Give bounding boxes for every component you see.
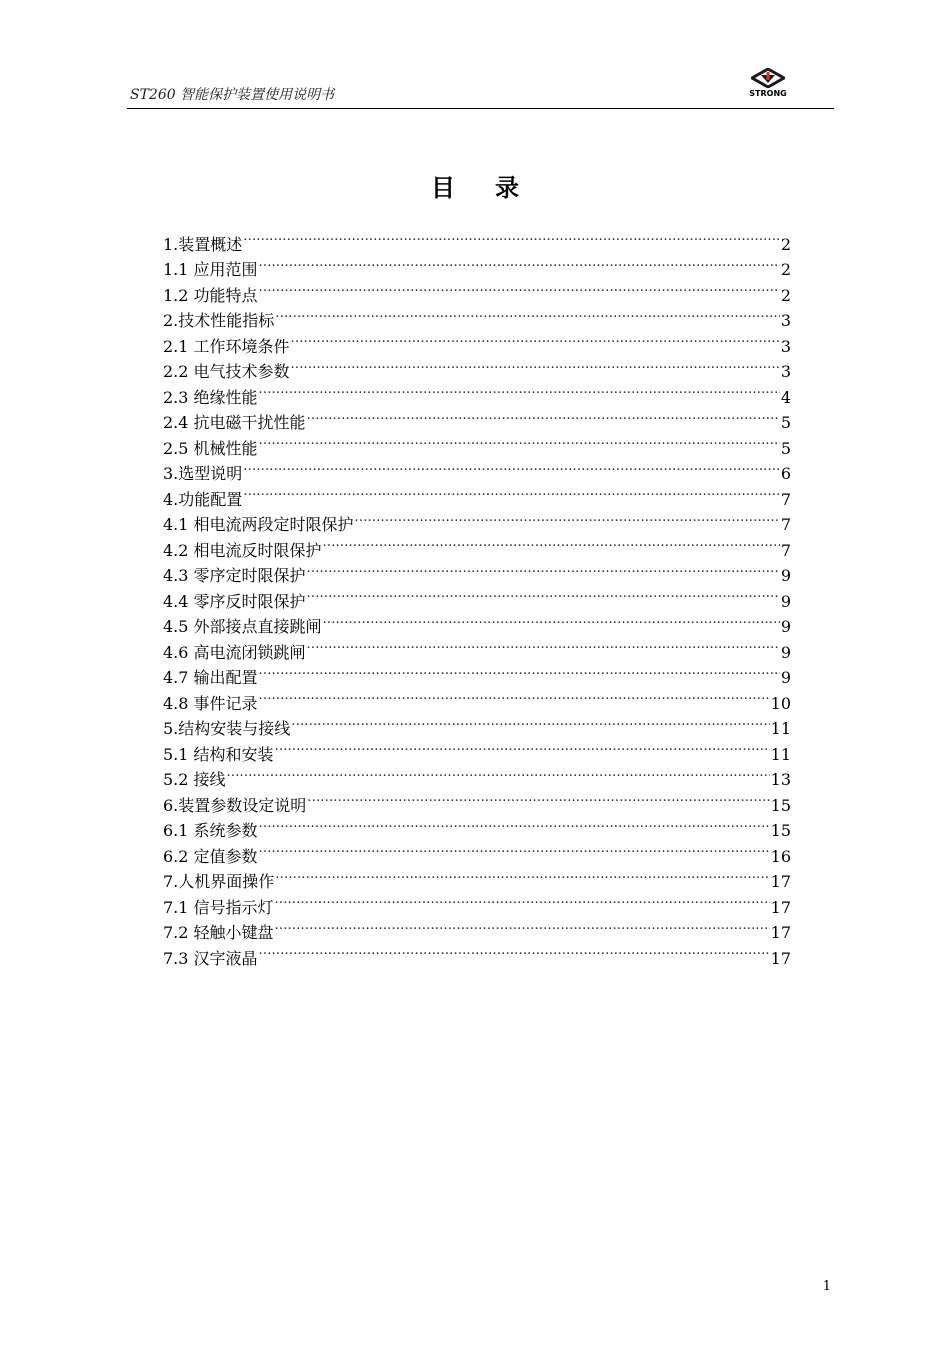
toc-entry[interactable]: [163, 454, 791, 483]
toc-entry-page: 17: [770, 872, 791, 891]
toc-dot-leader: [275, 734, 770, 760]
toc-dot-leader: [275, 913, 770, 939]
toc-entry-label: 3.选型说明: [163, 464, 243, 483]
toc-entry-page: 9: [780, 668, 791, 687]
toc-dot-leader: [259, 811, 770, 837]
toc-dot-leader: [259, 377, 780, 403]
toc-entry-label: 2.1 工作环境条件: [163, 336, 290, 356]
toc-entry-page: 6: [780, 464, 791, 483]
toc-entry-label: 5.1 结构和安装: [163, 744, 274, 764]
toc-entry-page: 16: [770, 846, 791, 866]
toc-dot-leader: [275, 301, 780, 327]
page-number: 1: [822, 1279, 831, 1294]
toc-entry-label: 1.装置概述: [163, 234, 243, 254]
toc-entry[interactable]: [163, 479, 791, 509]
toc-entry-label: 2.5 机械性能: [163, 438, 258, 458]
toc-entry-page: 7: [780, 489, 791, 509]
toc-entry-label: 2.4 抗电磁干扰性能: [163, 413, 306, 432]
toc-entry-page: 4: [780, 387, 791, 407]
toc-entry[interactable]: [163, 785, 791, 815]
toc-entry-label: 7.1 信号指示灯: [163, 897, 274, 917]
toc-dot-leader: [307, 556, 780, 582]
toc-entry-label: 5.结构安装与接线: [163, 719, 291, 738]
toc-entry-label: 5.2 接线: [163, 770, 226, 789]
toc-entry-page: 11: [770, 744, 791, 764]
toc-entry-label: 2.2 电气技术参数: [163, 362, 290, 381]
toc-dot-leader: [243, 479, 780, 505]
toc-entry-label: 4.3 零序定时限保护: [163, 566, 306, 585]
toc-entry-page: 9: [780, 617, 791, 636]
toc-entry[interactable]: [163, 505, 791, 534]
toc-entry-label: 7.3 汉字液晶: [163, 948, 258, 968]
toc-entry-page: 17: [770, 897, 791, 917]
toc-entry-label: 7.人机界面操作: [163, 872, 275, 891]
toc-dot-leader: [291, 352, 780, 378]
toc-dot-leader: [259, 836, 770, 862]
toc-dot-leader: [275, 862, 769, 888]
toc-entry-label: 2.3 绝缘性能: [163, 387, 258, 407]
toc-entry-page: 7: [780, 515, 791, 534]
table-of-contents: [163, 224, 791, 968]
toc-dot-leader: [259, 658, 780, 684]
toc-entry-page: 3: [780, 362, 791, 381]
logo-text: STRONG: [749, 89, 787, 98]
toc-entry-page: 2: [780, 285, 791, 305]
toc-dot-leader: [259, 428, 780, 454]
toc-dot-leader: [259, 683, 770, 709]
toc-heading: 目录: [431, 174, 559, 202]
toc-entry-label: 4.7 输出配置: [163, 668, 258, 687]
toc-entry-label: 1.1 应用范围: [163, 260, 258, 279]
toc-entry-page: 17: [770, 948, 791, 968]
toc-dot-leader: [323, 530, 780, 556]
toc-entry-page: 10: [770, 693, 791, 713]
page-header: [127, 60, 834, 109]
toc-entry-page: 15: [770, 795, 791, 815]
toc-dot-leader: [323, 607, 780, 633]
toc-entry-label: 1.2 功能特点: [163, 285, 258, 305]
toc-dot-leader: [243, 454, 780, 480]
toc-entry-page: 3: [780, 311, 791, 330]
toc-dot-leader: [243, 224, 780, 250]
toc-entry-page: 5: [780, 413, 791, 432]
toc-dot-leader: [307, 785, 769, 811]
strong-logo-icon: [751, 68, 785, 88]
toc-dot-leader: [259, 250, 780, 276]
toc-entry-page: 5: [780, 438, 791, 458]
toc-entry-page: 13: [770, 770, 791, 789]
toc-dot-leader: [307, 632, 780, 658]
document-title: ST260 智能保护装置使用说明书: [130, 87, 335, 103]
toc-entry-page: 11: [770, 719, 791, 738]
toc-entry-page: 9: [780, 566, 791, 585]
toc-dot-leader: [259, 275, 780, 301]
toc-dot-leader: [227, 760, 770, 786]
toc-entry-label: 4.8 事件记录: [163, 693, 258, 713]
toc-dot-leader: [275, 887, 770, 913]
toc-entry-page: 7: [780, 540, 791, 560]
toc-entry[interactable]: [163, 760, 791, 789]
toc-entry-label: 6.1 系统参数: [163, 821, 258, 840]
toc-dot-leader: [307, 581, 780, 607]
toc-entry-label: 6.装置参数设定说明: [163, 795, 307, 815]
toc-entry-label: 4.5 外部接点直接跳闸: [163, 617, 322, 636]
toc-entry-page: 9: [780, 642, 791, 662]
toc-entry-label: 2.技术性能指标: [163, 311, 275, 330]
toc-dot-leader: [355, 505, 780, 531]
toc-entry-label: 6.2 定值参数: [163, 846, 258, 866]
toc-entry[interactable]: [163, 250, 791, 279]
toc-entry-page: 2: [780, 234, 791, 254]
toc-entry-label: 4.4 零序反时限保护: [163, 591, 306, 611]
toc-entry-page: 15: [770, 821, 791, 840]
toc-dot-leader: [259, 938, 770, 964]
toc-dot-leader: [307, 403, 780, 429]
toc-entry[interactable]: [163, 224, 791, 254]
company-logo: [746, 68, 790, 102]
toc-entry-page: 17: [770, 923, 791, 942]
toc-dot-leader: [291, 326, 780, 352]
toc-entry-label: 4.2 相电流反时限保护: [163, 540, 322, 560]
toc-entry-label: 4.功能配置: [163, 489, 243, 509]
toc-entry-page: 3: [780, 336, 791, 356]
toc-dot-leader: [291, 709, 769, 735]
toc-entry-label: 4.6 高电流闭锁跳闸: [163, 642, 306, 662]
toc-entry-label: 4.1 相电流两段定时限保护: [163, 515, 354, 534]
toc-entry-page: 2: [780, 260, 791, 279]
toc-entry-page: 9: [780, 591, 791, 611]
toc-entry-label: 7.2 轻触小键盘: [163, 923, 274, 942]
